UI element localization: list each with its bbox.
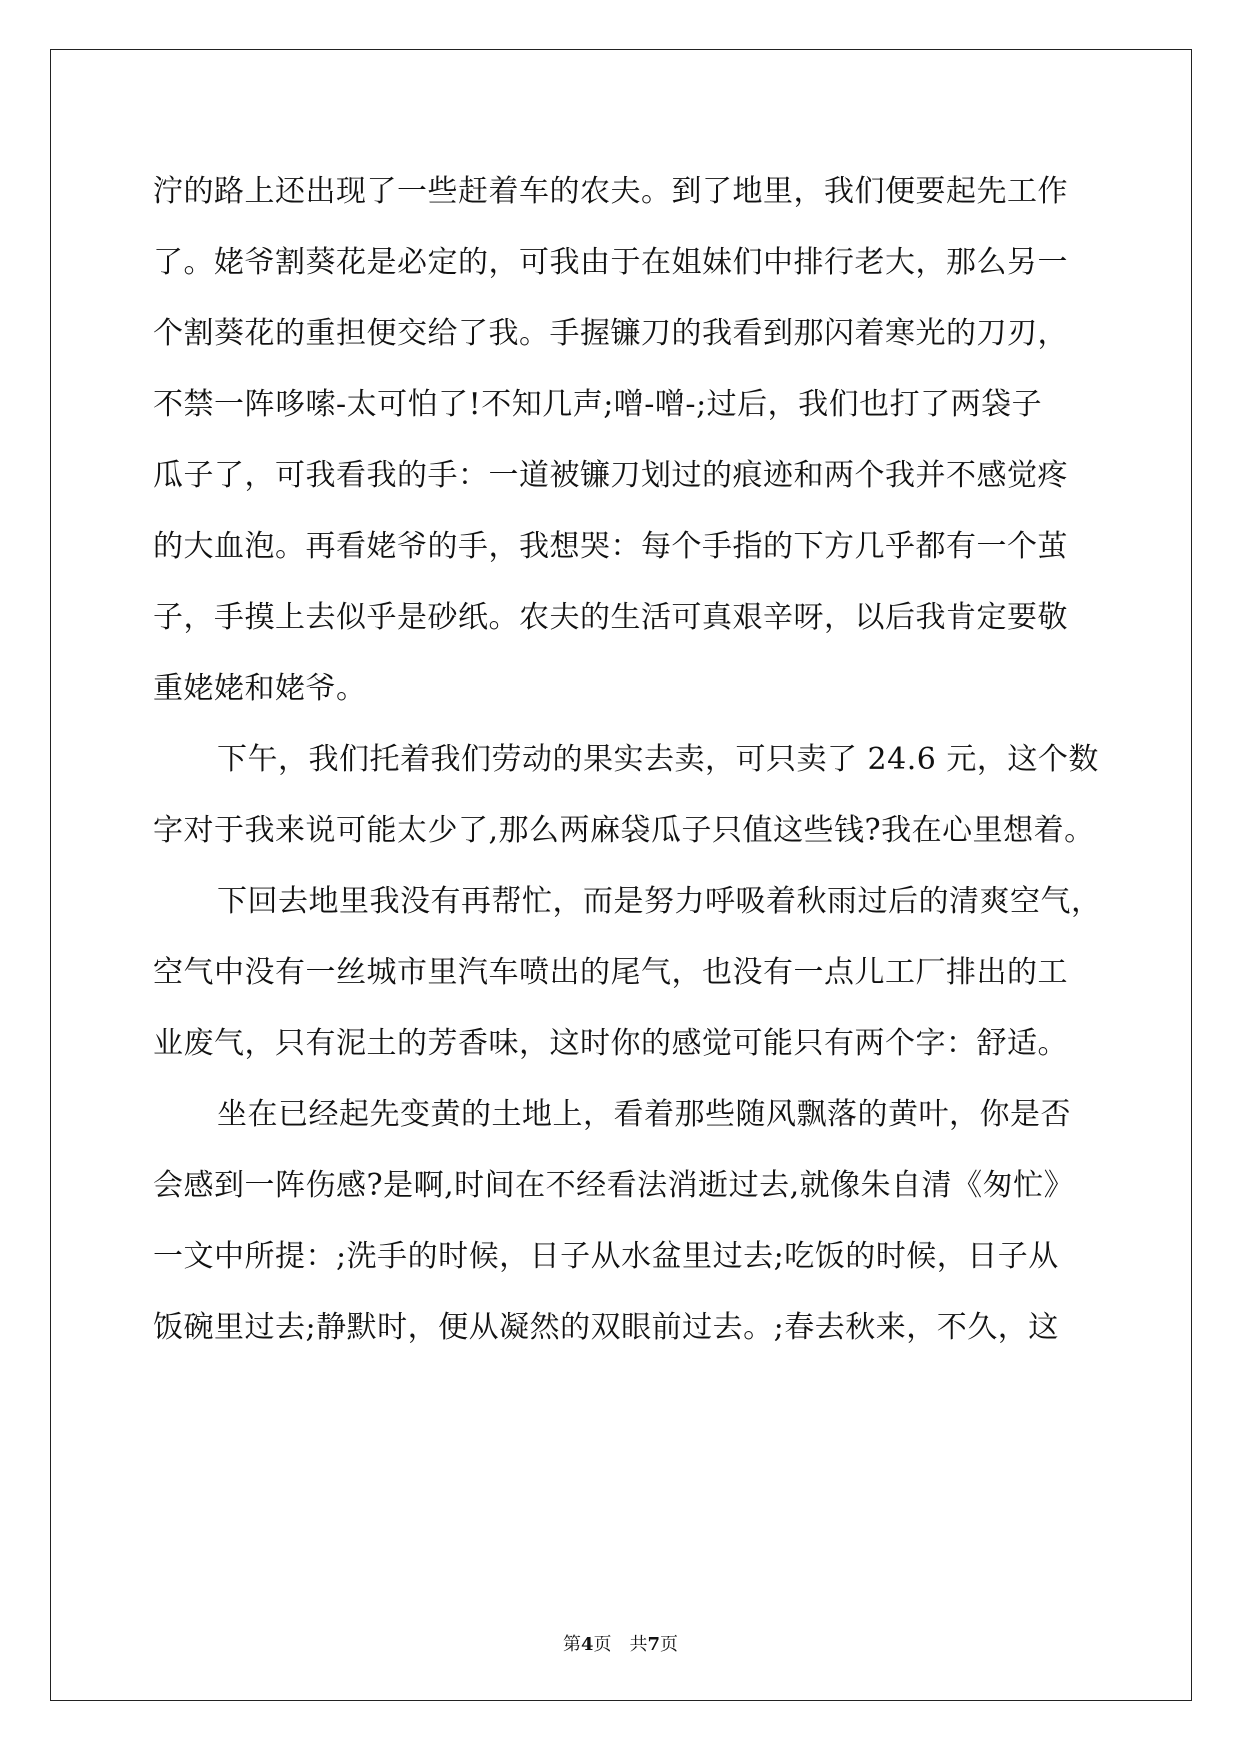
- paragraph-start-line: 坐在已经起先变黄的土地上，看着那些随风飘落的黄叶，你是否: [217, 1097, 1071, 1132]
- document-body: [153, 156, 1102, 1363]
- text-line: 字对于我来说可能太少了,那么两麻袋瓜子只值这些钱?我在心里想着。: [153, 813, 1095, 848]
- total-pages: 7: [647, 1634, 661, 1655]
- page-number: 4: [580, 1634, 594, 1655]
- paragraph-start-line: 下午，我们托着我们劳动的果实去卖，可只卖了 24.6 元，这个数: [217, 742, 1099, 777]
- page-prefix: 第: [562, 1634, 581, 1655]
- text-line: 空气中没有一丝城市里汽车喷出的尾气，也没有一点儿工厂排出的工: [153, 955, 1068, 990]
- text-line: 业废气，只有泥土的芳香味，这时你的感觉可能只有两个字：舒适。: [153, 1026, 1068, 1061]
- text-line: 子，手摸上去似乎是砂纸。农夫的生活可真艰辛呀，以后我肯定要敬: [153, 600, 1068, 635]
- total-prefix: 共: [629, 1634, 648, 1655]
- page-footer: [0, 1630, 1241, 1656]
- text-line: 重姥姥和姥爷。: [153, 671, 367, 706]
- text-line: 个割葵花的重担便交给了我。手握镰刀的我看到那闪着寒光的刀刃，: [153, 316, 1068, 351]
- text-line: 会感到一阵伤感?是啊,时间在不经看法消逝过去,就像朱自清《匆忙》: [153, 1168, 1075, 1203]
- text-line: 不禁一阵哆嗦-太可怕了!不知几声;噌-噌-;过后，我们也打了两袋子: [153, 387, 1043, 422]
- text-line: 了。姥爷割葵花是必定的，可我由于在姐妹们中排行老大，那么另一: [153, 245, 1068, 280]
- text-line: 瓜子了，可我看我的手：一道被镰刀划过的痕迹和两个我并不感觉疼: [153, 458, 1068, 493]
- text-line: 的大血泡。再看姥爷的手，我想哭：每个手指的下方几乎都有一个茧: [153, 529, 1068, 564]
- text-line: 一文中所提：;洗手的时候，日子从水盆里过去;吃饭的时候，日子从: [153, 1239, 1059, 1274]
- text-line: 饭碗里过去;静默时，便从凝然的双眼前过去。;春去秋来，不久，这: [153, 1310, 1059, 1345]
- paragraph-start-line: 下回去地里我没有再帮忙，而是努力呼吸着秋雨过后的清爽空气，: [217, 884, 1102, 919]
- total-suffix: 页: [660, 1634, 679, 1655]
- page-suffix: 页: [593, 1634, 612, 1655]
- text-line: 泞的路上还出现了一些赶着车的农夫。到了地里，我们便要起先工作: [153, 174, 1068, 209]
